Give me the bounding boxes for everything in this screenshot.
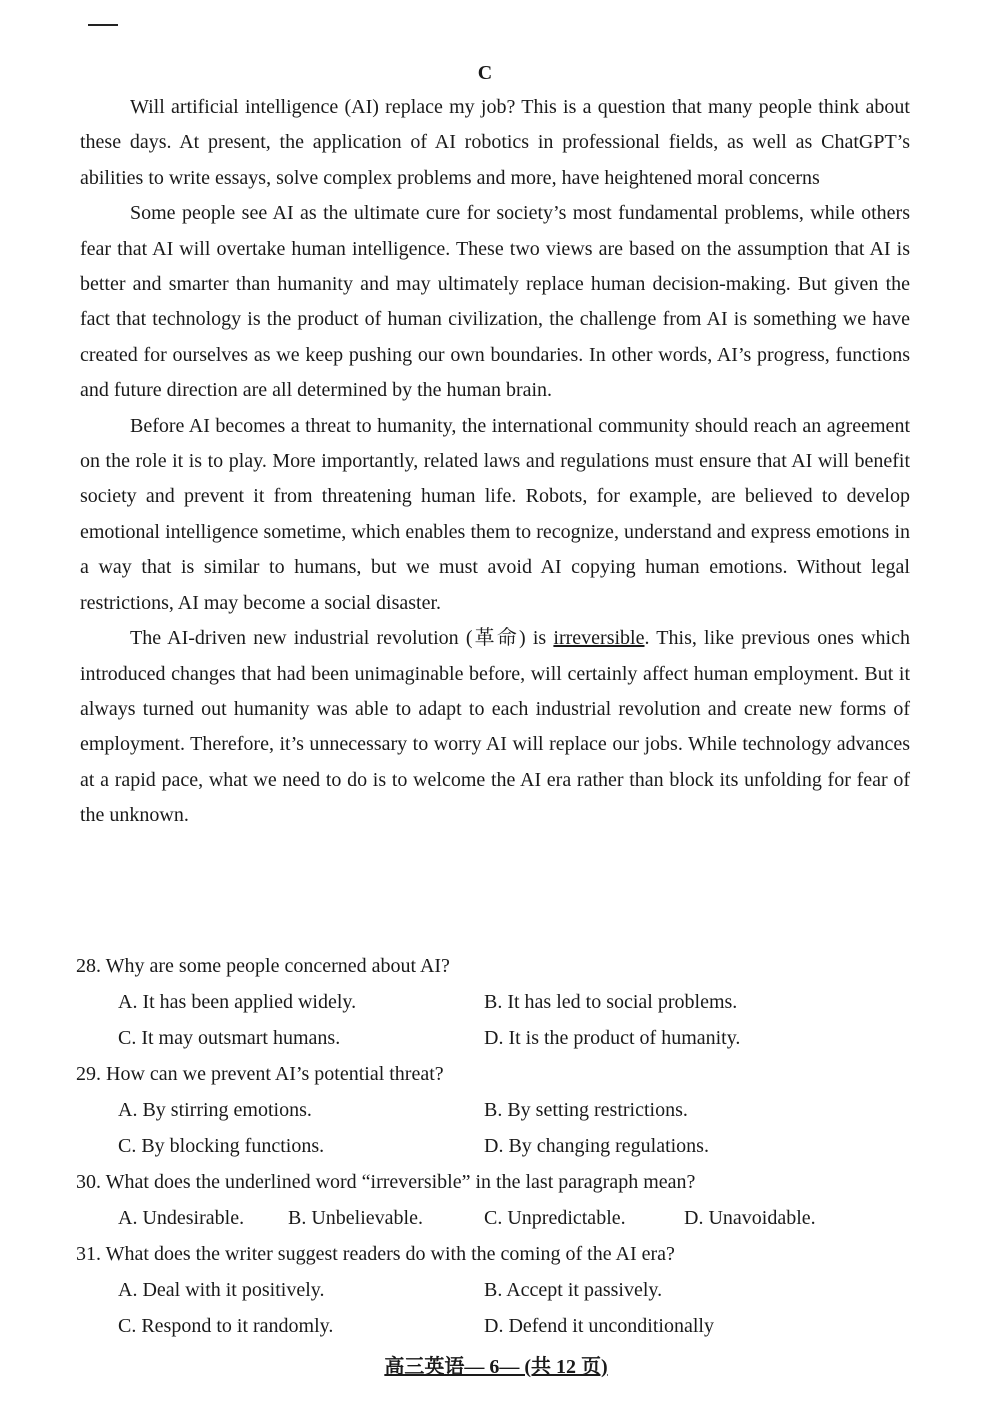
option-c: C. It may outsmart humans.	[118, 1027, 341, 1049]
option-a: A. Deal with it positively.	[118, 1279, 325, 1301]
question-stem: 30. What does the underlined word “irreversible” in the last paragraph mean?	[76, 1171, 696, 1193]
options-row	[76, 1092, 916, 1128]
option-a: A. It has been applied widely.	[118, 991, 357, 1013]
reading-passage	[80, 90, 910, 834]
paragraph-3: Before AI becomes a threat to humanity, the international community should reach an agreement on the role it is to play. More importantly, related laws and regulations must ensure that AI will benefit society and prevent it from threatening human life. Robots, for example, are believed to develop emotional intelligence sometime, which enables them to recognize, understand and express emotions in a way that is similar to humans, but we must avoid AI copying human emotions. Without legal restrictions, AI may become a social disaster.	[80, 414, 910, 614]
option-b: B. By setting restrictions.	[484, 1099, 688, 1121]
paragraph-1: Will artificial intelligence (AI) replace my job? This is a question that many people think about these days. At present, the application of AI robotics in professional fields, as well as ChatGPT’s abilities to write essays, solve complex problems and more, have heightened moral concerns	[80, 96, 910, 189]
question-stem: 28. Why are some people concerned about AI?	[76, 955, 450, 977]
corner-mark	[88, 24, 118, 26]
option-d: D. It is the product of humanity.	[484, 1027, 741, 1049]
section-letter: C	[477, 62, 493, 84]
paragraph-4-after: . This, like previous ones which introduced changes that had been unimaginable before, will certainly affect human employment. But it always turned out humanity was able to adapt to each industrial revolution and create new forms of employment. Therefore, it’s unnecessary to worry AI will replace our jobs. While technology advances at a rapid pace, what we need to do is to welcome the AI era rather than block its unfolding for fear of the unknown.	[80, 627, 910, 827]
paragraph-2: Some people see AI as the ultimate cure for society’s most fundamental problems, while others fear that AI will overtake human intelligence. These two views are based on the assumption that AI is better and smarter than humanity and may ultimately replace human decision-making. But given the fact that technology is the product of human civilization, the challenge from AI is something we have created for ourselves as we keep pushing our own boundaries. In other words, AI’s progress, functions and future direction are all determined by the human brain.	[80, 202, 910, 402]
question-29	[76, 1056, 916, 1164]
option-c: C. Unpredictable.	[484, 1207, 626, 1229]
question-30	[76, 1164, 916, 1236]
underlined-word: irreversible	[553, 627, 645, 650]
question-list	[76, 948, 916, 1344]
option-d: D. Unavoidable.	[684, 1207, 816, 1229]
option-c: C. Respond to it randomly.	[118, 1315, 334, 1337]
question-31	[76, 1236, 916, 1344]
options-row	[76, 1308, 916, 1344]
option-d: D. Defend it unconditionally	[484, 1315, 714, 1337]
option-a: A. Undesirable.	[118, 1207, 245, 1229]
options-row	[76, 1128, 916, 1164]
option-c: C. By blocking functions.	[118, 1135, 325, 1157]
option-d: D. By changing regulations.	[484, 1135, 709, 1157]
option-b: B. Unbelievable.	[288, 1207, 423, 1229]
options-row	[76, 984, 916, 1020]
option-b: B. Accept it passively.	[484, 1279, 663, 1301]
option-a: A. By stirring emotions.	[118, 1099, 312, 1121]
page-footer: 高三英语— 6— (共 12 页)	[384, 1356, 608, 1378]
options-row	[76, 1272, 916, 1308]
option-b: B. It has led to social problems.	[484, 991, 738, 1013]
question-stem: 29. How can we prevent AI’s potential threat?	[76, 1063, 444, 1085]
question-28	[76, 948, 916, 1056]
options-row	[76, 1200, 916, 1236]
paragraph-4-before: The AI-driven new industrial revolution (革命) is	[130, 627, 554, 650]
paragraph-4	[80, 621, 910, 833]
options-row	[76, 1020, 916, 1056]
question-stem: 31. What does the writer suggest readers do with the coming of the AI era?	[76, 1243, 675, 1265]
